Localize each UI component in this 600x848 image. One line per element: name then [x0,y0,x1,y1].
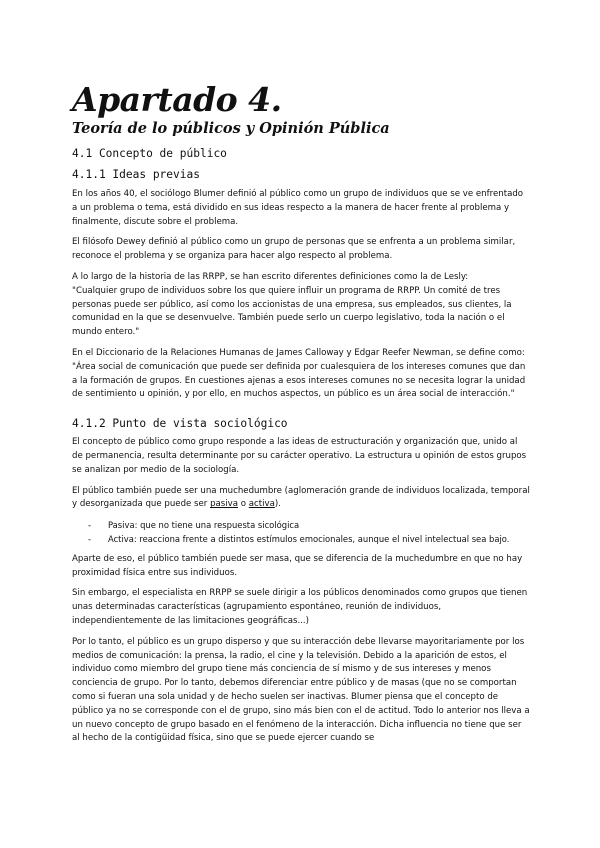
paragraph-muchedumbre-text-b: ). [274,499,281,510]
heading-section-4-1-1: 4.1.1 Ideas previas [72,168,200,181]
list-item [88,519,530,533]
paragraph-especialista: Sin embargo, el especialista en RRPP se suele dirigir a los públicos denominados como grupos que tienen unas determinadas características (agrupamiento espontáneo, reunión de individuos, independientemente de las limitaciones geográficas...) [72,588,528,626]
link-pasiva[interactable]: pasiva [210,499,239,510]
paragraph-grupo: El concepto de público como grupo responde a las ideas de estructuración y organización que, unido al de permanencia, resulta determinante por su carácter operativo. La estructura u opinión de estos grupos se analizan por medio de la sociología. [72,437,527,475]
dash-bullet: - [88,533,92,544]
page-title: Apartado 4. [72,80,282,119]
list-item [88,533,530,547]
document-content [72,82,530,753]
paragraph-muchedumbre-text-a: El público también puede ser una muchedumbre (aglomeración grande de individuos localizada, temporal y desorganizada que puede ser [72,485,530,510]
paragraph-dewey: El filósofo Dewey definió al público como un grupo de personas que se enfrenta a un problema similar, reconoce el problema y se organiza para hacer algo respecto al problema. [72,237,516,262]
heading-section-4-1: 4.1 Concepto de público [72,147,227,160]
link-activa[interactable]: activa [248,499,275,510]
paragraph-disperso: Por lo tanto, el público es un grupo disperso y que su interacción debe llevarse mayoritariamente por los medios de comunicación: la prensa, la radio, el cine y la televisión. Debido a la aparición de estos, el individuo como miembro del grupo tiene más conciencia de sí mismo y de sus intereses y menos conciencia de grupo. Por lo tanto, debemos diferenciar entre público y de masas (que no se comportan como si fueran una sola unidad y de hecho suelen ser inactivas. Blumer piensa que el concepto de público ya no se corresponde con el de grupo, sino más bien con el de actitud. Todo lo anterior nos lleva a un nuevo concepto de grupo basado en el fenómeno de la interacción. Dicha influencia no tiene que ser al hecho de la contigüidad física, sino que se puede ejercer cuando se [72,636,530,744]
paragraph-blumer: En los años 40, el sociólogo Blumer definió al público como un grupo de individuos que se ve enfrentado a un problema o tema, está dividido en sus ideas respecto a la manera de hacer frente al problema y finalmente, discute sobre el problema. [72,189,524,227]
list-item-text: Activa: reacciona frente a distintos estímulos emocionales, aunque el nivel intelectual sea bajo. [108,533,510,544]
dash-bullet: - [88,520,92,531]
page-subtitle: Teoría de lo públicos y Opinión Pública [72,120,390,137]
paragraph-masa: Aparte de eso, el público también puede ser masa, que se diferencia de la muchedumbre en que no hay proximidad física entre sus individuos. [72,553,523,578]
paragraph-lesly-intro: A lo largo de la historia de las RRPP, se han escrito diferentes definiciones como la de Lesly: [72,271,469,282]
heading-section-4-1-2: 4.1.2 Punto de vista sociológico [72,417,288,431]
paragraph-muchedumbre-text-o: o [238,499,249,510]
list-item-text: Pasiva: que no tiene una respuesta sicológica [108,520,300,531]
bullet-list [72,519,530,547]
paragraph-muchedumbre [72,485,530,513]
paragraph-lesly-quote: "Cualquier grupo de individuos sobre los que quiere influir un programa de RRPP. Un comité de tres personas puede ser público, así como los accionistas de una empresa, sus empleados, sus clientes, la comunidad en la que se desenvuelve. También puede serlo un cuerpo legislativo, toda la nación o el mundo entero." [72,285,512,338]
paragraph-diccionario: En el Diccionario de la Relaciones Humanas de James Calloway y Edgar Reefer Newman, se define como: "Área social de comunicación que puede ser definida por cualesquiera de los intereses comunes que dan a la formación de grupos. En cuestiones ajenas a esos intereses comunes no se necesita lograr la unidad de sentimiento u opinión, y por ello, en muchos aspectos, un público es un área social de interacción." [72,347,526,400]
